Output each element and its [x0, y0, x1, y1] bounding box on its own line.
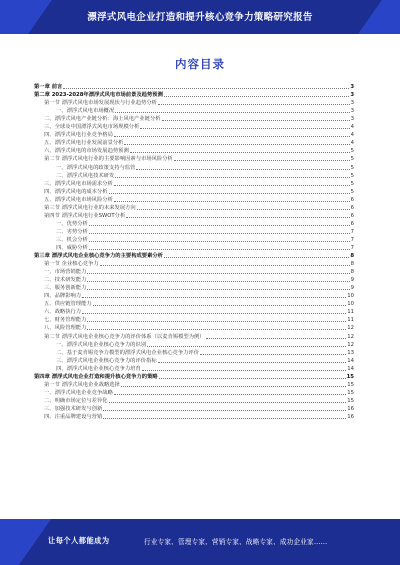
toc-entry[interactable]	[34, 397, 354, 405]
toc-entry-label: 四、注重品牌建设与营销	[44, 413, 103, 420]
toc-entry-label: 第一节 企业核心竞争力	[44, 261, 99, 268]
toc-entry-page-number: 7	[350, 228, 354, 235]
toc-entry-label: 四、威胁分析	[56, 244, 88, 251]
toc-entry[interactable]	[34, 91, 354, 99]
toc-entry-page-number: 9	[350, 285, 354, 292]
toc-entry[interactable]	[34, 381, 354, 389]
toc-entry-page-number: 12	[347, 341, 354, 348]
toc-entry-page-number: 5	[350, 156, 354, 163]
toc-entry[interactable]	[34, 172, 354, 180]
toc-entry[interactable]	[34, 341, 354, 349]
toc-entry-label: 四、漂浮式风电行业竞争格局	[44, 132, 113, 139]
toc-entry-label: 第三章 漂浮式风电企业核心竞争力的主要构成要素分析	[34, 253, 163, 260]
toc-entry[interactable]	[34, 284, 354, 292]
toc-entry-label: 第四节 漂浮式风电行业SWOT分析	[44, 212, 126, 219]
toc-entry-label: 三、机会分析	[56, 236, 88, 243]
toc-entry[interactable]	[34, 244, 354, 252]
dot-leader	[206, 337, 347, 339]
toc-entry-page-number: 5	[350, 164, 354, 171]
dot-leader	[130, 151, 350, 153]
toc-entry[interactable]	[34, 196, 354, 204]
toc-entry-label: 二、明确市场定位与差异化	[44, 397, 108, 404]
dot-leader	[89, 240, 350, 242]
toc-entry-label: 三、漂浮式风电市场需求分析	[44, 180, 113, 187]
dot-leader	[82, 312, 346, 314]
toc-entry[interactable]	[34, 188, 354, 196]
toc-entry-label: 五、漂浮式风电行业发展前景分析	[44, 140, 124, 147]
toc-entry-page-number: 13	[347, 349, 354, 356]
toc-entry-label: 二、技术研发能力	[44, 277, 87, 284]
toc-entry[interactable]	[34, 308, 354, 316]
toc-entry[interactable]	[34, 365, 354, 373]
toc-entry-page-number: 3	[350, 116, 354, 123]
toc-entry-page-number: 3	[350, 92, 354, 99]
toc-entry[interactable]	[34, 147, 354, 155]
footer-tagline: 行业专家、管理专家、营销专家、战略专家、成功企业家……	[144, 538, 328, 546]
toc-entry-page-number: 7	[350, 244, 354, 251]
toc-entry-page-number: 3	[350, 108, 354, 115]
toc-entry-label: 第二章 2023-2028年漂浮式风电市场前景及趋势预测	[34, 92, 163, 99]
toc-entry-label: 六、漂浮式风电的市场发展趋势预测	[44, 148, 129, 155]
toc-entry[interactable]	[34, 268, 354, 276]
toc-entry[interactable]	[34, 139, 354, 147]
toc-entry-label: 第一节 漂浮式风电市场发展现状与行业趋势分析	[44, 100, 157, 107]
toc-entry-label: 二、漂浮式风电技术研发	[56, 172, 115, 179]
toc-entry-page-number: 6	[350, 204, 354, 211]
toc-entry-page-number: 5	[350, 172, 354, 179]
toc-entry-label: 第二节 漂浮式风电行业的主要影响因素与市场风险分析	[44, 156, 173, 163]
toc-entry-label: 一、漂浮式风电企业核心竞争力的识别	[56, 341, 147, 348]
toc-entry[interactable]	[34, 405, 354, 413]
toc-entry[interactable]	[34, 180, 354, 188]
dot-leader	[93, 304, 347, 306]
dot-leader	[87, 328, 346, 330]
toc-entry[interactable]	[34, 413, 354, 421]
toc-entry-label: 八、风险管理能力	[44, 325, 87, 332]
dot-leader	[100, 264, 350, 266]
dot-leader	[124, 143, 349, 145]
toc-entry[interactable]	[34, 99, 354, 107]
toc-entry-page-number: 5	[350, 148, 354, 155]
toc-entry-label: 五、漂浮式风电市场风险分析	[44, 196, 113, 203]
footer-decoration	[0, 519, 51, 565]
toc-entry[interactable]	[34, 349, 354, 357]
toc-entry-label: 二、基于麦肯锡竞争力模型的漂浮式风电企业核心竞争力评价	[56, 349, 200, 356]
report-title: 漂浮式风电企业打造和提升核心竞争力策略研究报告	[87, 12, 313, 23]
header-banner	[0, 0, 400, 34]
toc-entry[interactable]	[34, 316, 354, 324]
toc-entry-page-number: 15	[346, 373, 354, 380]
toc-entry-label: 第一节 漂浮式风电企业战略选择	[44, 381, 120, 388]
dot-leader	[89, 224, 350, 226]
toc-entry-page-number: 6	[350, 220, 354, 227]
dot-leader	[63, 87, 349, 89]
toc-entry[interactable]	[34, 163, 354, 171]
toc-entry[interactable]	[34, 292, 354, 300]
dot-leader	[162, 119, 350, 121]
toc-entry-label: 三、漂浮式风电企业核心竞争力的评价指标	[56, 357, 157, 364]
dot-leader	[164, 256, 349, 258]
dot-leader	[87, 272, 349, 274]
toc-entry-page-number: 7	[350, 236, 354, 243]
toc-entry-page-number: 12	[347, 325, 354, 332]
toc-entry[interactable]	[34, 204, 354, 212]
dot-leader	[114, 200, 350, 202]
toc-entry-page-number: 6	[350, 212, 354, 219]
toc-entry-page-number: 15	[347, 389, 354, 396]
toc-entry-label: 四、漂浮式风电企业核心竞争力培育	[56, 365, 141, 372]
toc-entry-page-number: 10	[347, 301, 354, 308]
dot-leader	[87, 320, 346, 322]
dot-leader	[103, 417, 346, 419]
toc-entry-label: 四、漂浮式风电的成本分析	[44, 188, 108, 195]
dot-leader	[87, 280, 349, 282]
dot-leader	[82, 296, 346, 298]
toc-entry[interactable]	[34, 300, 354, 308]
toc-entry-label: 一、市场营销能力	[44, 269, 87, 276]
toc-heading: 内容目录	[175, 57, 225, 71]
table-of-contents	[34, 83, 354, 421]
dot-leader	[200, 353, 346, 355]
toc-entry-page-number: 14	[347, 365, 354, 372]
toc-entry-page-number: 8	[350, 269, 354, 276]
dot-leader	[136, 168, 349, 170]
toc-entry-label: 三、加强技术研发与创新	[44, 405, 103, 412]
toc-entry[interactable]	[34, 115, 354, 123]
toc-entry[interactable]	[34, 228, 354, 236]
toc-entry-page-number: 15	[347, 397, 354, 404]
dot-leader	[158, 103, 350, 105]
toc-entry-label: 三、服务创新能力	[44, 285, 87, 292]
toc-entry-label: 第三节 漂浮式风电行业的未来发展方向	[44, 204, 136, 211]
footer-slogan: 让每个人都能成为	[48, 536, 110, 545]
dot-leader	[87, 288, 349, 290]
toc-entry-label: 三、全球及中国漂浮式风电市场规模分析	[44, 124, 140, 131]
toc-entry-label: 二、漂浮式风电产业链分析：海上风电产业链分析	[44, 116, 161, 123]
dot-leader	[142, 369, 346, 371]
dot-leader	[174, 159, 350, 161]
toc-entry-page-number: 16	[347, 405, 354, 412]
toc-entry-page-number: 14	[347, 357, 354, 364]
toc-entry[interactable]	[34, 220, 354, 228]
toc-entry-label: 第二节 漂浮式风电企业核心竞争力的评价体系（以麦肯锡模型为例）	[44, 333, 205, 340]
dot-leader	[147, 345, 346, 347]
toc-entry[interactable]	[34, 131, 354, 139]
toc-entry-label: 六、战略执行力	[44, 309, 82, 316]
toc-entry-page-number: 9	[350, 277, 354, 284]
dot-leader	[109, 401, 347, 403]
toc-entry-page-number: 16	[347, 413, 354, 420]
toc-entry-page-number: 4	[350, 132, 354, 139]
toc-entry-label: 一、漂浮式风电市场概况	[56, 108, 115, 115]
toc-entry-page-number: 3	[350, 84, 354, 91]
toc-entry-page-number: 8	[350, 261, 354, 268]
dot-leader	[109, 192, 350, 194]
dot-leader	[126, 216, 349, 218]
toc-entry-page-number: 8	[350, 253, 354, 260]
toc-entry-label: 第一章 前言	[34, 84, 63, 91]
toc-entry-page-number: 11	[347, 309, 354, 316]
toc-entry-page-number: 5	[350, 180, 354, 187]
toc-entry[interactable]	[34, 373, 354, 381]
toc-entry-page-number: 3	[350, 100, 354, 107]
toc-entry-label: 一、漂浮式风电企业竞争战略	[44, 389, 113, 396]
toc-entry[interactable]	[34, 332, 354, 340]
toc-entry[interactable]	[34, 212, 354, 220]
toc-entry[interactable]	[34, 252, 354, 260]
toc-entry-label: 二、劣势分析	[56, 228, 88, 235]
dot-leader	[164, 95, 349, 97]
footer-banner	[0, 519, 400, 565]
toc-entry-page-number: 4	[350, 140, 354, 147]
toc-entry-page-number: 6	[350, 196, 354, 203]
toc-entry-page-number: 11	[347, 317, 354, 324]
toc-entry-label: 一、漂浮式风电的政策支持与监管	[56, 164, 136, 171]
dot-leader	[114, 184, 350, 186]
dot-leader	[121, 385, 346, 387]
toc-entry-label: 四、品牌影响力	[44, 293, 82, 300]
toc-entry-page-number: 5	[350, 188, 354, 195]
toc-entry-label: 一、优势分析	[56, 220, 88, 227]
toc-entry-label: 五、供应链管理能力	[44, 301, 92, 308]
toc-entry[interactable]	[34, 260, 354, 268]
dot-leader	[103, 409, 346, 411]
dot-leader	[137, 208, 350, 210]
dot-leader	[114, 393, 346, 395]
dot-leader	[140, 127, 349, 129]
toc-entry-page-number: 4	[350, 124, 354, 131]
dot-leader	[115, 111, 349, 113]
toc-entry-page-number: 10	[347, 293, 354, 300]
toc-entry[interactable]	[34, 236, 354, 244]
toc-entry[interactable]	[34, 123, 354, 131]
dot-leader	[158, 361, 347, 363]
toc-entry-page-number: 12	[347, 333, 354, 340]
toc-entry[interactable]	[34, 324, 354, 332]
dot-leader	[89, 232, 350, 234]
dot-leader	[159, 377, 346, 379]
toc-entry[interactable]	[34, 155, 354, 163]
toc-entry[interactable]	[34, 83, 354, 91]
dot-leader	[114, 135, 350, 137]
toc-entry-page-number: 15	[347, 381, 354, 388]
toc-entry[interactable]	[34, 107, 354, 115]
toc-entry-label: 七、财务管理能力	[44, 317, 87, 324]
toc-entry[interactable]	[34, 276, 354, 284]
toc-entry[interactable]	[34, 357, 354, 365]
toc-entry[interactable]	[34, 389, 354, 397]
dot-leader	[89, 248, 350, 250]
toc-entry-label: 第四章 漂浮式风电企业打造和提升核心竞争力的策略	[34, 373, 158, 380]
dot-leader	[115, 176, 349, 178]
